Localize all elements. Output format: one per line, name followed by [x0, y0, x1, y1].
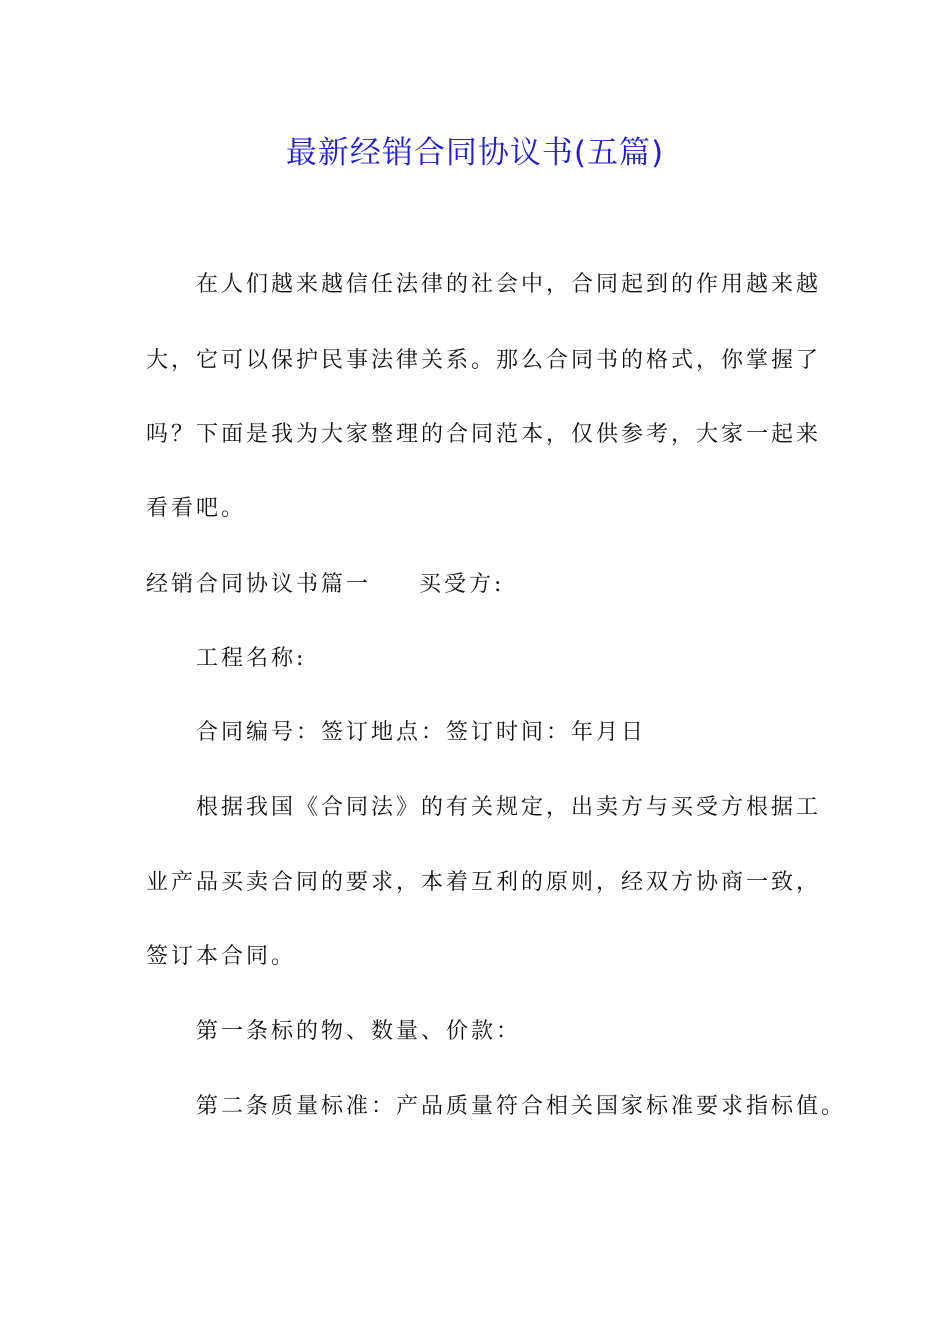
contract-info-line: 合同编号：签订地点：签订时间：年月日	[196, 720, 647, 745]
basis-line-2: 业产品买卖合同的要求，本着互利的原则，经双方协商一致，	[146, 870, 822, 895]
article-2-line: 第二条质量标准：产品质量符合相关国家标准要求指标值。	[196, 1094, 847, 1119]
project-name-line: 工程名称:	[196, 646, 307, 671]
document-title: 最新经销合同协议书(五篇)	[285, 135, 665, 171]
section-heading: 经销合同协议书篇一	[146, 572, 372, 597]
intro-line-3: 吗？下面是我为大家整理的合同范本，仅供参考，大家一起来	[146, 422, 822, 447]
intro-line-2: 大，它可以保护民事法律关系。那么合同书的格式，你掌握了	[146, 348, 822, 373]
article-1-line: 第一条标的物、数量、价款：	[196, 1019, 522, 1044]
basis-line-3: 签订本合同。	[146, 944, 297, 969]
section-heading-row	[146, 570, 504, 600]
intro-line-1: 在人们越来越信任法律的社会中，合同起到的作用越来越	[196, 272, 822, 297]
buyer-label: 买受方:	[419, 572, 505, 597]
basis-line-1: 根据我国《合同法》的有关规定，出卖方与买受方根据工	[196, 795, 822, 820]
intro-line-4: 看看吧。	[146, 496, 247, 521]
